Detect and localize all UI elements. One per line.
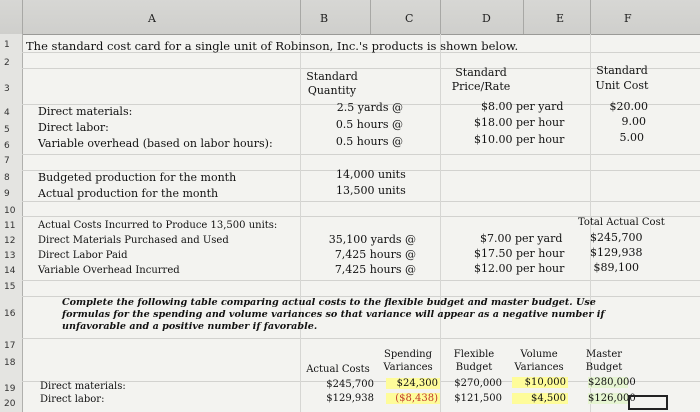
cmp-spending-materials[interactable]: $24,300 — [386, 378, 440, 389]
budgeted-production-label: Budgeted production for the month — [38, 171, 237, 184]
actual-price-materials[interactable]: $7.00 per yard — [480, 232, 563, 245]
actual-production-label: Actual production for the month — [38, 187, 219, 200]
std-label-labor: Direct labor: — [38, 121, 109, 134]
row-number[interactable]: 3 — [4, 84, 10, 94]
row-header-bar — [0, 34, 23, 412]
cmp-volume-header-line1: Volume — [520, 349, 558, 360]
column-header-e[interactable]: E — [556, 12, 565, 25]
std-quantity-header-line1: Standard — [306, 70, 358, 83]
cmp-actual-labor[interactable]: $129,938 — [326, 393, 374, 404]
column-header-c[interactable]: C — [405, 12, 414, 25]
actual-qty-overhead[interactable]: 7,425 hours @ — [334, 263, 416, 276]
row-divider — [22, 154, 700, 155]
std-qty-labor[interactable]: 0.5 hours @ — [335, 118, 403, 131]
actual-qty-labor[interactable]: 7,425 hours @ — [334, 248, 416, 261]
row-divider — [22, 201, 700, 202]
column-header-bar — [0, 0, 700, 35]
instructions-text: Complete the following table comparing actual costs to the flexible budget and master budget. Use formulas for the spending and volume variances so that variance will appear as a negative number if unfavorable and a positive number if favorable. — [62, 297, 605, 332]
cmp-actual-header: Actual Costs — [306, 364, 370, 375]
std-price-labor[interactable]: $18.00 per hour — [474, 116, 565, 129]
row-number[interactable]: 12 — [4, 236, 16, 246]
actual-total-labor[interactable]: $129,938 — [590, 246, 643, 259]
std-price-header-line1: Standard — [455, 66, 507, 79]
column-header-d[interactable]: D — [482, 12, 491, 25]
std-quantity-header-line2: Quantity — [307, 84, 357, 97]
cmp-label-labor: Direct labor: — [40, 394, 105, 405]
cmp-spending-labor[interactable]: ($8,438) — [386, 393, 440, 404]
std-price-overhead[interactable]: $10.00 per hour — [474, 133, 565, 146]
row-number[interactable]: 2 — [4, 58, 10, 68]
column-divider — [590, 0, 591, 34]
std-qty-materials[interactable]: 2.5 yards @ — [336, 101, 403, 114]
row-divider — [22, 280, 700, 281]
column-divider — [440, 0, 441, 34]
column-gridline — [440, 34, 441, 412]
cmp-volume-header-line2: Variances — [514, 362, 564, 373]
actual-total-materials[interactable]: $245,700 — [590, 231, 643, 244]
cmp-flexible-header-line1: Flexible — [453, 349, 495, 360]
row-number[interactable]: 20 — [4, 399, 16, 409]
cmp-spending-header-line2: Variances — [383, 362, 433, 373]
std-label-materials: Direct materials: — [38, 105, 133, 118]
actual-label-overhead: Variable Overhead Incurred — [38, 265, 180, 276]
row-number[interactable]: 7 — [4, 156, 10, 166]
cmp-master-header-line1: Master — [585, 349, 623, 360]
actual-qty-materials[interactable]: 35,100 yards @ — [328, 233, 416, 246]
cmp-volume-labor[interactable]: $4,500 — [512, 393, 568, 404]
cmp-master-labor[interactable]: $126,000 — [588, 393, 636, 404]
cmp-master-header-line2: Budget — [585, 362, 623, 373]
column-header-f[interactable]: F — [624, 12, 632, 25]
active-cell-selection[interactable] — [628, 395, 668, 410]
row-number[interactable]: 19 — [4, 384, 16, 394]
row-number[interactable]: 16 — [4, 309, 16, 319]
row-number[interactable]: 4 — [4, 108, 10, 118]
std-cost-materials[interactable]: $20.00 — [609, 100, 648, 113]
cmp-actual-materials[interactable]: $245,700 — [326, 379, 374, 390]
total-actual-cost-header: Total Actual Cost — [578, 217, 665, 228]
std-cost-overhead[interactable]: 5.00 — [619, 131, 644, 144]
column-divider — [523, 0, 524, 34]
actual-label-materials: Direct Materials Purchased and Used — [38, 235, 229, 246]
row-number[interactable]: 9 — [4, 189, 10, 199]
cmp-label-materials: Direct materials: — [40, 381, 126, 392]
row-number[interactable]: 14 — [4, 266, 16, 276]
std-qty-overhead[interactable]: 0.5 hours @ — [335, 135, 403, 148]
cmp-volume-materials[interactable]: $10,000 — [512, 377, 568, 388]
actual-label-labor: Direct Labor Paid — [38, 250, 128, 261]
std-price-materials[interactable]: $8.00 per yard — [481, 100, 564, 113]
row-number[interactable]: 10 — [4, 206, 16, 216]
cmp-master-materials[interactable]: $280,000 — [588, 377, 636, 388]
std-cost-header-line2: Unit Cost — [595, 79, 649, 92]
column-divider — [22, 0, 23, 34]
actual-price-overhead[interactable]: $12.00 per hour — [474, 262, 565, 275]
row-number[interactable]: 1 — [4, 40, 10, 50]
row-number[interactable]: 8 — [4, 173, 10, 183]
row-number[interactable]: 15 — [4, 282, 16, 292]
cmp-flexible-labor[interactable]: $121,500 — [454, 393, 502, 404]
row-number[interactable]: 13 — [4, 251, 16, 261]
std-label-overhead: Variable overhead (based on labor hours): — [38, 137, 273, 150]
actual-production-value[interactable]: 13,500 units — [336, 184, 406, 197]
row-number[interactable]: 17 — [4, 341, 16, 351]
actual-costs-title: Actual Costs Incurred to Produce 13,500 units: — [38, 220, 278, 231]
std-cost-labor[interactable]: 9.00 — [621, 115, 646, 128]
actual-price-labor[interactable]: $17.50 per hour — [474, 247, 565, 260]
std-cost-header-line1: Standard — [596, 64, 648, 77]
row-number[interactable]: 18 — [4, 358, 16, 368]
row-number[interactable]: 5 — [4, 125, 10, 135]
intro-text: The standard cost card for a single unit of Robinson, Inc.'s products is shown below. — [26, 39, 519, 53]
cmp-flexible-materials[interactable]: $270,000 — [454, 378, 502, 389]
std-price-header-line2: Price/Rate — [451, 80, 511, 93]
column-header-b[interactable]: B — [320, 12, 329, 25]
row-divider — [22, 338, 700, 339]
column-header-a[interactable]: A — [148, 12, 156, 25]
budgeted-production-value[interactable]: 14,000 units — [336, 168, 406, 181]
cmp-flexible-header-line2: Budget — [455, 362, 493, 373]
cmp-spending-header-line1: Spending — [383, 349, 433, 360]
actual-total-overhead[interactable]: $89,100 — [593, 261, 639, 274]
row-number[interactable]: 11 — [4, 221, 16, 231]
column-divider — [370, 0, 371, 34]
column-divider — [300, 0, 301, 34]
row-number[interactable]: 6 — [4, 141, 10, 151]
